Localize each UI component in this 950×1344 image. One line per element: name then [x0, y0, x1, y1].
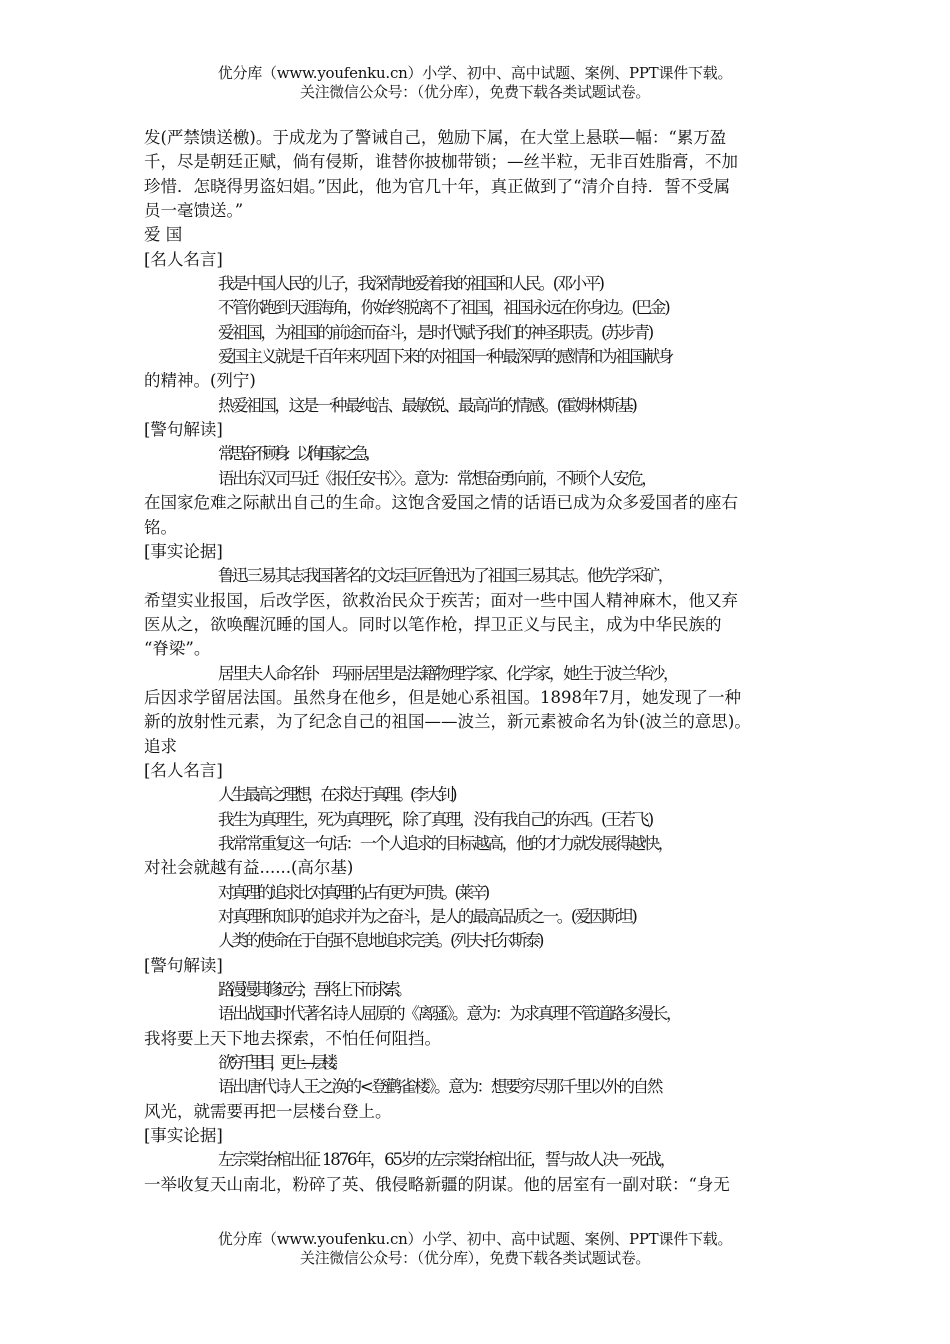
text-line: 医从之，欲唤醒沉睡的国人。同时以笔作枪，捍卫正义与民主，成为中华民族的: [144, 614, 722, 634]
header-line-2: 关注微信公众号：（优分库），免费下载各类试题试卷。: [299, 83, 650, 101]
document-body: [144, 126, 810, 1197]
text-line: 爱祖国，为祖国的前途而奋斗，是时代赋予我们的神圣职责。(苏步青): [218, 322, 652, 342]
text-line: 珍惜．怎晓得男盗妇娼。”因此，他为官几十年，真正做到了“清介自持．誓不受属: [144, 176, 731, 196]
text-line: 爱 国: [144, 225, 183, 245]
page-header: [0, 64, 950, 102]
text-line: 语出唐代诗人王之涣的<登鹳雀楼》。意为：想要穷尽那千里以外的自然: [218, 1077, 662, 1097]
text-line: 爱国主义就是千百年来巩固下来的对祖国一种最深厚的感情和为祖国献身: [218, 347, 672, 367]
text-line: 在国家危难之际献出自己的生命。这饱含爱国之情的话语已成为众多爱国者的座右: [144, 493, 738, 513]
text-line: 一举收复天山南北，粉碎了英、俄侵略新疆的阴谋。他的居室有一副对联：“身无: [144, 1174, 730, 1194]
text-line: 我是中国人民的儿子，我深情地爱着我的祖国和人民。(邓小平): [218, 274, 603, 294]
text-line: 对真理和知识的追求并为之奋斗，是人的最高品质之一。(爱因斯坦): [218, 907, 636, 926]
footer-line-2: 关注微信公众号：（优分库），免费下载各类试题试卷。: [299, 1249, 650, 1267]
text-line: 发(严禁馈送檄)。于成龙为了警诫自己，勉励下属，在大堂上悬联—幅：“累万盈: [144, 128, 727, 147]
text-line: 铭。: [144, 517, 177, 537]
text-line: 欲穷千里目，更上—层楼。: [218, 1053, 342, 1073]
text-line: 不管你跑到天涯海角，你始终脱离不了祖国，祖国永远在你身边。(巴金): [218, 298, 669, 318]
text-line: 鲁迅三易其志我国著名的文坛巨匠鲁迅为了祖国三易其志。他先学采矿，: [218, 566, 672, 586]
text-line: [名人名言]: [144, 760, 223, 780]
text-line: [警句解读]: [144, 420, 223, 440]
text-line: [事实论据]: [144, 1126, 223, 1146]
text-line: 对真理的追求比对真理的占有更为可贵。(莱辛): [218, 882, 487, 902]
text-line: 左宗棠抬棺出征 1876年，65岁的左宗棠抬棺出征，誓与故人决一死战，: [218, 1150, 675, 1170]
text-line: [名人名言]: [144, 249, 223, 269]
text-line: 路漫漫其修远兮，吾将上下而求索。: [218, 980, 408, 1000]
text-line: 后因求学留居法国。虽然身在他乡，但是她心系祖国。1898年7月，她发现了一种: [144, 687, 741, 707]
text-line: 的精神。(列宁): [144, 371, 256, 391]
page-footer: [0, 1230, 950, 1268]
text-line: 员一毫馈送。”: [144, 201, 244, 221]
header-line-1: 优分库（www.youfenku.cn）小学、初中、高中试题、案例、PPT课件下载。: [217, 64, 733, 82]
text-line: 居里夫人命名钋 玛丽·居里是法籍物理学家、化学家，她生于波兰华沙，: [218, 663, 678, 683]
text-line: 我将要上天下地去探索，不怕任何阻挡。: [144, 1028, 441, 1048]
text-line: 追求: [144, 736, 177, 756]
text-line: [事实论据]: [144, 541, 223, 561]
text-line: 语出战国时代著名诗人屈原的《离骚》。意为：为求真理不管道路多漫长，: [218, 1004, 681, 1024]
text-line: 我生为真理生，死为真理死，除了真理，没有我自己的东西。(王若飞): [218, 809, 652, 829]
footer-line-1: 优分库（www.youfenku.cn）小学、初中、高中试题、案例、PPT课件下载。: [217, 1230, 733, 1248]
text-line: 千，尽是朝廷正赋，倘有侵斯，谁替你披枷带锁；—丝半粒，无非百姓脂膏，不加: [144, 152, 738, 172]
text-line: 新的放射性元素，为了纪念自己的祖国——波兰，新元素被命名为钋(波兰的意思)。: [144, 712, 751, 732]
text-line: 语出东汉司马迁《报任安书〉〉。意为：常想奋勇向前，不顾个人安危，: [218, 468, 656, 488]
text-line: 我常常重复这一句话：一个人追求的目标越高，他的才力就发展得越快，: [218, 833, 672, 853]
text-line: 希望实业报国，后改学医，欲救治民众于疾苦；面对一些中国人精神麻木，他又弃: [144, 590, 738, 610]
text-line: 常思奋不顾身．以徇国家之急。: [218, 444, 375, 464]
text-line: [警句解读]: [144, 955, 223, 975]
text-line: 人生最高之理想，在求达于真理。(李大钊): [218, 785, 454, 805]
text-line: 热爱祖国，这是一种最纯洁、最敏锐、最高尚的情感。(霍姆林斯基): [218, 395, 636, 415]
text-line: 对社会就越有益......(高尔基): [144, 858, 354, 878]
text-line: “脊梁”。: [144, 639, 211, 659]
text-line: 人类的使命在于自强不息地追求完美。(列夫·托尔斯泰): [218, 931, 542, 951]
text-line: 风光，就需要再把一层楼台登上。: [144, 1101, 392, 1121]
